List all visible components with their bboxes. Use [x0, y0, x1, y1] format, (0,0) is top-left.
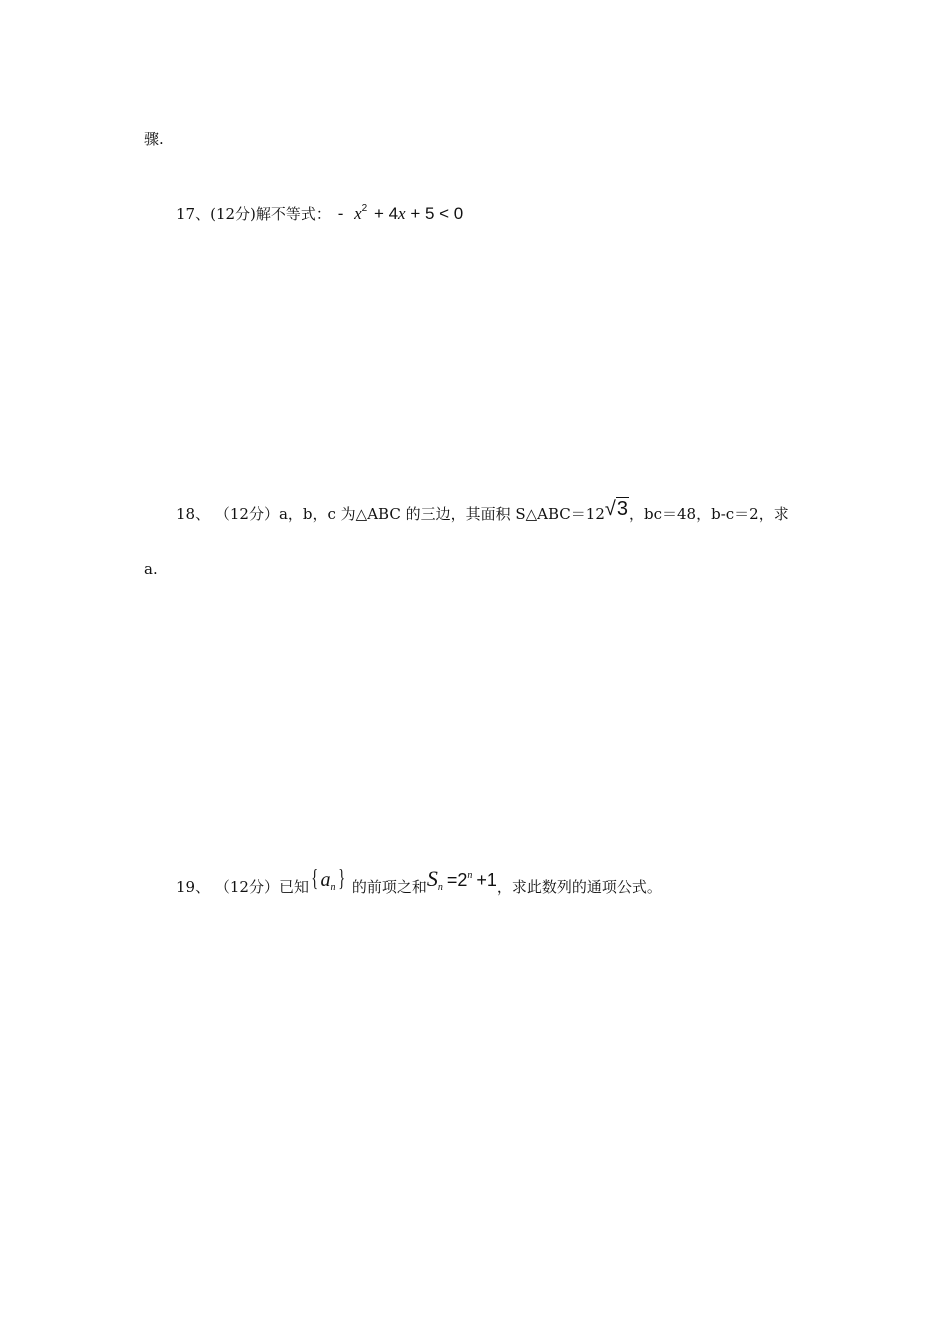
sum-equals: =2: [446, 870, 468, 890]
question-18-text-a: a，b，c 为△ABC 的三边，其面积 S△ABC＝12: [278, 505, 605, 523]
formula-var-x: x: [354, 204, 362, 223]
sum-var: S: [426, 866, 438, 891]
question-18-score: （12分）: [214, 505, 279, 523]
question-19-text-b: 的前项之和: [351, 878, 427, 896]
sequence-notation: [309, 866, 347, 893]
sqrt-symbol: √: [604, 498, 616, 520]
sequence-var: a: [320, 869, 331, 891]
formula-minus: -: [337, 204, 344, 223]
question-18: [176, 498, 789, 525]
question-19-number: 19、: [176, 878, 211, 896]
formula-var-x-2: x: [398, 204, 406, 223]
question-17-score: (12分): [210, 205, 256, 223]
question-18-text-b: ，bc＝48，b-c＝2，求: [629, 505, 789, 523]
sum-tail: +1: [476, 870, 497, 890]
sqrt-expression: [605, 498, 629, 521]
question-18-number: 18、: [176, 505, 211, 523]
question-17: [176, 203, 463, 224]
sequence-close-brace: }: [337, 866, 345, 892]
question-18-continuation-text: a.: [144, 560, 158, 578]
question-19-text-a: 已知: [278, 878, 309, 896]
sequence-open-brace: {: [311, 866, 319, 892]
question-18-continuation: [144, 560, 158, 578]
sum-exponent: n: [467, 870, 473, 881]
continuation-text: [144, 128, 164, 149]
formula-plus-4: + 4: [373, 204, 399, 223]
sequence-subscript: n: [330, 882, 336, 893]
question-17-formula: [338, 204, 464, 223]
question-19-score: （12分）: [214, 878, 279, 896]
question-19-text-c: ，求此数列的通项公式。: [496, 878, 662, 896]
question-19: [176, 866, 662, 899]
question-17-text: 解不等式：: [255, 205, 331, 223]
sum-subscript: n: [437, 882, 443, 893]
sum-formula: [426, 866, 497, 893]
formula-exponent: 2: [361, 203, 368, 214]
formula-tail: + 5 < 0: [410, 204, 464, 223]
continuation-text-content: 骤.: [144, 130, 164, 148]
question-17-number: 17、: [176, 205, 211, 223]
sqrt-radicand: 3: [616, 498, 628, 520]
